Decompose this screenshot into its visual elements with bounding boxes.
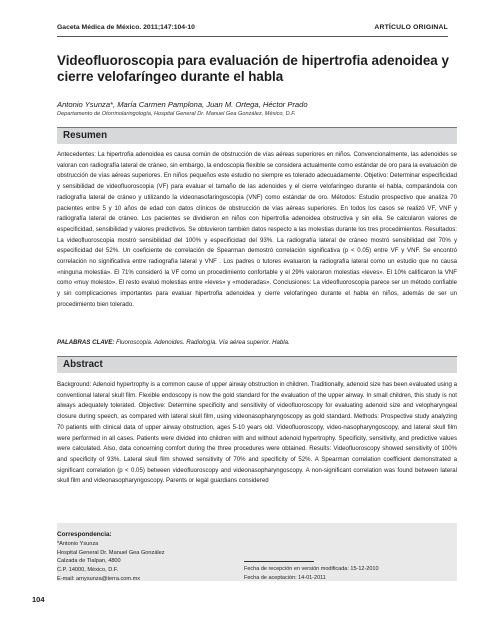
correspondence	[57, 531, 165, 584]
keywords-label: PALABRAS CLAVE:	[57, 339, 115, 346]
dates-rule	[244, 561, 314, 562]
affiliation: Departamento de Otorrinolaringología, Hospital General Dr. Manuel Gea González, México, D.F.	[57, 111, 296, 117]
abstract-body: Background: Adenoid hypertrophy is a common cause of upper airway obstruction in children. Traditionally, adenoid size has been evaluated using a conventional lateral skull film. Flexible endoscopy is now the gold standard for the evaluation of the upper airway. In small children, this study is not always adequately tolerated. Objective: Determine specificity and sensitivity of videofluoroscopy for evaluating adenoid size and velopharyngeal closure during speech, as compared with lateral skull film, using videonasopharyngoscopy as gold standard. Methods: Prospective study analyzing 70 patients with clinical data of upper airway obstruction, ages 5-10 years old. Videofluoroscopy, video-nasopharyngoscopy, and lateral skull film were performed in all cases. Patients were divided into children with and without adenoid hypertrophy. Specificity, sensitivity, and predictive values were calculated. Also, data concerning comfort during the three procedures were obtained. Results: Videofluoroscopy showed sensitivity of 100% and specificity of 93%. Lateral skull film showed sensitivity of 70% and specificity of 52%. A Spearman correlation coefficient demonstrated a significant correlation (p < 0.05) between videofluoroscopy and videonasopharyngoscopy. A non-significant correlation was found between lateral skull film and videonasopharyngoscopy. Parents or legal guardians considered	[57, 381, 457, 485]
keywords-text: Fluoroscopia. Adenoides. Radiología. Vía aérea superior. Habla.	[116, 339, 290, 346]
accepted-date: Fecha de aceptación: 14-01-2011	[244, 575, 326, 581]
dates	[244, 565, 379, 583]
resumen-body: Antecedentes: La hipertrofia adenoidea es causa común de obstrucción de vías aéreas superiores en niños. Convencionalmente, las adenoides se valoran con radiografía lateral de cráneo, sin embargo, la endoscopia flexible se considera actualmente como estándar de oro para la evaluación de obstrucción de vías aéreas superiores. En niños pequeños este estudio no siempre es tolerado adecuadamente. Objetivo: Determinar especificidad y sensibilidad de videofluoroscopia (VF) para evaluar el tamaño de las adenoides y el cierre velofaríngeo durante el habla, comparándola con radiografía lateral de cráneo y utilizando la videonasofaringoscopia (VNF) como estándar de oro. Métodos: Estudio prospectivo que analiza 70 pacientes entre 5 y 10 años de edad con datos clínicos de obstrucción de vías aéreas superiores. En todos los casos se realizó VF, VNF y radiografía lateral de cráneo. Los pacientes se dividieron en niños con hipertrofia adenoidea obstructiva y sin ella. Se calcularon valores de especificidad, sensibilidad y valores predictivos. Se obtuvieron también datos respecto a las molestias durante los tres procedimientos. Resultados: La videofluoroscopia mostró sensibilidad del 100% y especificidad del 93%. La radiografía lateral de cráneo mostró sensibilidad del 70% y especificidad del 52%. Un coeficiente de correlación de Spearman demostró correlación significativa (p < 0.05) entre VF y VNF. Se encontró correlación no significativa entre radiografía lateral y VNF . Los padres o tutores evaluaron la radiografía lateral como un estudio que no causa «ninguna molestia». El 71% consideró la VF como un procedimiento confortable y el 29% valoraron molestias «leves». El 10% calificaron la VNF como «muy molesto». El resto evaluó molestias entre «leves» y «moderadas». Conclusiones: La videofluoroscopia parece ser un método confiable y sin complicaciones importantes para evaluar hipertrofia adenoidea y cierre velofaríngeo durante el habla en niños, además de ser un procedimiento bien tolerado.	[57, 151, 457, 308]
resumen-heading: Resumen	[63, 130, 108, 141]
header-rule	[57, 36, 448, 37]
article-type: ARTÍCULO ORIGINAL	[374, 24, 448, 31]
authors: Antonio Ysunza*, María Carmen Pamplona, Juan M. Ortega, Héctor Prado	[57, 100, 308, 109]
page-number: 104	[32, 595, 45, 604]
received-date: Fecha de recepción en versión modificada: 15-12-2010	[244, 566, 379, 572]
keywords	[57, 339, 457, 346]
correspondence-title: Correspondencia:	[57, 531, 112, 538]
correspondence-email[interactable]: E-mail: arnysunza@terra.com.mx	[57, 575, 141, 582]
correspondence-line: *Antonio Ysunza	[57, 540, 99, 547]
correspondence-line: C.P. 14000, México, D.F.	[57, 567, 119, 574]
abstract-heading-bar	[57, 356, 457, 373]
correspondence-line: Calzada de Tlalpan, 4800	[57, 558, 121, 565]
article-title: Videofluoroscopia para evaluación de hipertrofia adenoidea y cierre velofaríngeo durante el habla	[57, 53, 449, 84]
resumen-heading-bar	[57, 127, 457, 144]
journal-citation: Gaceta Médica de México. 2011;147:104-10	[57, 24, 195, 31]
correspondence-line: Hospital General Dr. Manuel Gea González	[57, 549, 165, 556]
abstract-heading: Abstract	[63, 359, 103, 370]
